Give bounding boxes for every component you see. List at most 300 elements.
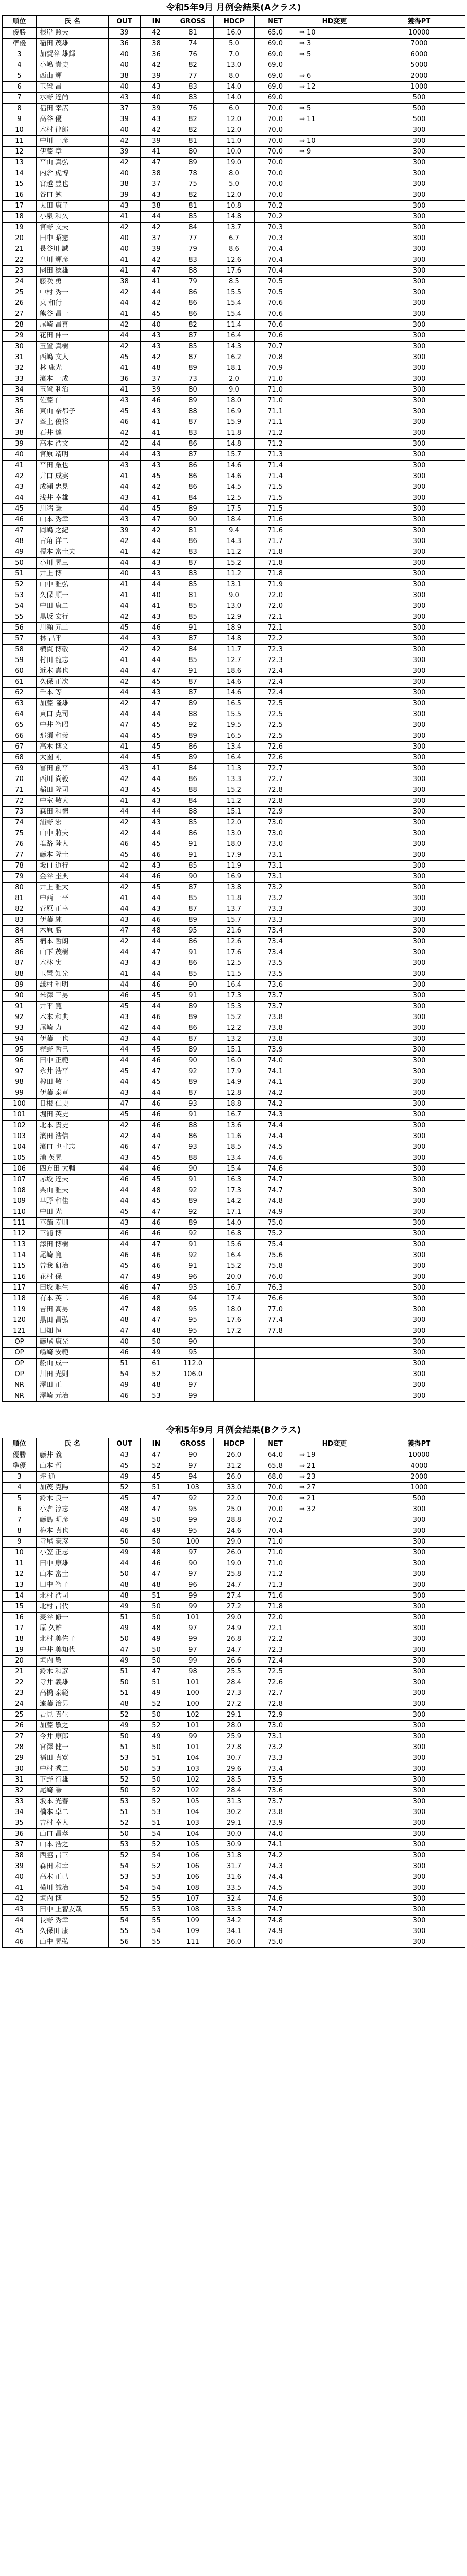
cell-points: 300: [373, 980, 465, 991]
cell-net: 64.0: [255, 1450, 296, 1461]
cell-hd-change: [296, 385, 373, 396]
cell-out: 50: [109, 1786, 141, 1797]
cell-hdcp: 15.7: [214, 915, 255, 926]
cell-out: 47: [109, 926, 141, 937]
cell-in: 44: [141, 1034, 172, 1045]
cell-out: 50: [109, 1537, 141, 1548]
cell-name: 中村 秀二: [37, 1764, 109, 1775]
cell-in: 42: [141, 223, 172, 233]
cell-out: 45: [109, 352, 141, 363]
cell-hd-change: [296, 764, 373, 774]
cell-hdcp: 16.7: [214, 1110, 255, 1121]
cell-name: 井上 博: [37, 569, 109, 580]
cell-rank: 12: [3, 147, 37, 158]
cell-rank: 5: [3, 1494, 37, 1504]
column-header-gross: GROSS: [172, 1438, 214, 1450]
cell-rank: 34: [3, 1807, 37, 1818]
cell-in: 45: [141, 1153, 172, 1164]
cell-points: 300: [373, 904, 465, 915]
cell-hd-change: [296, 709, 373, 720]
cell-rank: 57: [3, 634, 37, 645]
section-gap: [0, 1402, 467, 1422]
cell-hdcp: 15.1: [214, 1045, 255, 1056]
cell-hdcp: 10.8: [214, 201, 255, 212]
cell-rank: 28: [3, 1742, 37, 1753]
cell-gross: 106.0: [172, 1369, 214, 1380]
cell-rank: 32: [3, 363, 37, 374]
cell-name: 澤田 正: [37, 1380, 109, 1391]
cell-out: 38: [109, 71, 141, 82]
cell-net: [255, 1348, 296, 1359]
cell-hd-change: [296, 1537, 373, 1548]
cell-gross: 92: [172, 1229, 214, 1240]
cell-net: 70.4: [255, 1526, 296, 1537]
cell-hd-change: [296, 569, 373, 580]
cell-gross: 104: [172, 1807, 214, 1818]
table-row: [3, 1526, 465, 1537]
cell-rank: 15: [3, 179, 37, 190]
cell-hdcp: 12.6: [214, 255, 255, 266]
cell-in: 43: [141, 82, 172, 93]
cell-net: 72.3: [255, 645, 296, 655]
cell-hdcp: 30.7: [214, 1753, 255, 1764]
cell-points: 300: [373, 158, 465, 168]
cell-name: 村田 龍志: [37, 655, 109, 666]
cell-in: 40: [141, 590, 172, 601]
table-row: [3, 1164, 465, 1175]
cell-rank: 21: [3, 1667, 37, 1677]
cell-points: 300: [373, 482, 465, 493]
table-row: [3, 1732, 465, 1742]
cell-gross: 83: [172, 428, 214, 439]
cell-net: 76.0: [255, 1272, 296, 1283]
table-row: [3, 1753, 465, 1764]
table-row: [3, 331, 465, 342]
cell-gross: 84: [172, 764, 214, 774]
cell-gross: 86: [172, 536, 214, 547]
cell-out: 42: [109, 536, 141, 547]
cell-name: 黒坂 宏行: [37, 612, 109, 623]
cell-hd-change: [296, 266, 373, 277]
cell-out: 42: [109, 287, 141, 298]
cell-rank: 10: [3, 125, 37, 136]
cell-name: 西嶋 文人: [37, 352, 109, 363]
cell-name: 加賀谷 雄輝: [37, 49, 109, 60]
cell-points: 1000: [373, 1483, 465, 1494]
cell-in: 44: [141, 655, 172, 666]
cell-gross: 90: [172, 1450, 214, 1461]
cell-name: 嶋崎 安範: [37, 1348, 109, 1359]
cell-points: 300: [373, 1348, 465, 1359]
cell-hd-change: [296, 1304, 373, 1315]
cell-points: 300: [373, 1142, 465, 1153]
cell-net: [255, 1359, 296, 1369]
cell-hdcp: 16.0: [214, 28, 255, 39]
cell-in: 42: [141, 352, 172, 363]
cell-in: 37: [141, 233, 172, 244]
cell-in: 44: [141, 937, 172, 947]
cell-gross: 89: [172, 396, 214, 406]
cell-gross: 90: [172, 1164, 214, 1175]
cell-in: 47: [141, 1315, 172, 1326]
cell-net: 71.0: [255, 385, 296, 396]
cell-points: 300: [373, 1905, 465, 1916]
cell-gross: 91: [172, 1110, 214, 1121]
cell-rank: 準優: [3, 1461, 37, 1472]
cell-in: 43: [141, 904, 172, 915]
table-row: [3, 28, 465, 39]
table-row: [3, 1883, 465, 1894]
table-row: [3, 1569, 465, 1580]
cell-points: 300: [373, 255, 465, 266]
cell-rank: 43: [3, 1905, 37, 1916]
cell-name: 中田 光: [37, 1207, 109, 1218]
cell-net: 74.7: [255, 1185, 296, 1196]
cell-rank: 32: [3, 1786, 37, 1797]
cell-hd-change: [296, 1797, 373, 1807]
table-row: [3, 580, 465, 590]
cell-in: 47: [141, 1142, 172, 1153]
cell-rank: 120: [3, 1315, 37, 1326]
cell-name: 石井 達: [37, 428, 109, 439]
cell-out: 43: [109, 1012, 141, 1023]
cell-gross: 87: [172, 417, 214, 428]
table-row: [3, 1461, 465, 1472]
cell-out: 49: [109, 1380, 141, 1391]
cell-name: 東山 奈都子: [37, 406, 109, 417]
table-row: [3, 1580, 465, 1591]
cell-in: 45: [141, 720, 172, 731]
cell-gross: 85: [172, 893, 214, 904]
section-title: 令和5年9月 月例会結果(Bクラス): [166, 1425, 301, 1435]
cell-name: 永井 浩平: [37, 1066, 109, 1077]
cell-name: 長谷川 誠: [37, 244, 109, 255]
cell-rank: 52: [3, 580, 37, 590]
cell-net: 74.6: [255, 1164, 296, 1175]
cell-hd-change: [296, 298, 373, 309]
cell-name: 高木 正己: [37, 1872, 109, 1883]
cell-out: 44: [109, 980, 141, 991]
cell-hd-change: [296, 1337, 373, 1348]
cell-net: 74.0: [255, 1829, 296, 1840]
cell-out: 52: [109, 1775, 141, 1786]
cell-hd-change: [296, 1840, 373, 1851]
cell-gross: 91: [172, 839, 214, 850]
cell-in: 49: [141, 1526, 172, 1537]
cell-net: 70.4: [255, 266, 296, 277]
cell-rank: 101: [3, 1110, 37, 1121]
cell-rank: 77: [3, 850, 37, 861]
cell-points: 300: [373, 915, 465, 926]
cell-out: 44: [109, 450, 141, 461]
cell-rank: 31: [3, 1775, 37, 1786]
cell-gross: 88: [172, 1153, 214, 1164]
table-row: [3, 1207, 465, 1218]
cell-gross: 86: [172, 742, 214, 753]
cell-gross: 73: [172, 374, 214, 385]
cell-out: 47: [109, 1272, 141, 1283]
cell-rank: 49: [3, 547, 37, 558]
cell-rank: 74: [3, 818, 37, 828]
cell-hdcp: 11.3: [214, 764, 255, 774]
table-row: [3, 450, 465, 461]
cell-hd-change: [296, 850, 373, 861]
cell-points: 300: [373, 709, 465, 720]
table-row: [3, 1326, 465, 1337]
cell-name: 藤尾 康光: [37, 1337, 109, 1348]
cell-hdcp: 28.0: [214, 1721, 255, 1732]
cell-gross: 85: [172, 969, 214, 980]
cell-name: 那須 和義: [37, 731, 109, 742]
cell-rank: 107: [3, 1175, 37, 1185]
table-row: [3, 201, 465, 212]
cell-net: 71.4: [255, 471, 296, 482]
cell-gross: 90: [172, 515, 214, 526]
cell-gross: 86: [172, 439, 214, 450]
cell-net: 72.1: [255, 623, 296, 634]
cell-in: 45: [141, 677, 172, 688]
cell-hdcp: 5.0: [214, 179, 255, 190]
cell-hdcp: 29.6: [214, 1764, 255, 1775]
cell-points: 300: [373, 428, 465, 439]
cell-name: 黒田 昌弘: [37, 1315, 109, 1326]
table-row: [3, 742, 465, 753]
cell-rank: 108: [3, 1185, 37, 1196]
cell-hd-change: [296, 1602, 373, 1613]
cell-hdcp: 31.2: [214, 1461, 255, 1472]
cell-points: 300: [373, 764, 465, 774]
cell-rank: 27: [3, 309, 37, 320]
cell-hdcp: 27.4: [214, 1591, 255, 1602]
cell-net: 72.8: [255, 796, 296, 807]
column-header-points: 獲得PT: [373, 16, 465, 28]
cell-rank: 30: [3, 1764, 37, 1775]
cell-points: 300: [373, 1088, 465, 1099]
table-row: [3, 417, 465, 428]
cell-rank: 83: [3, 915, 37, 926]
cell-name: 塩路 陸人: [37, 839, 109, 850]
cell-points: 300: [373, 125, 465, 136]
table-row: [3, 688, 465, 699]
cell-name: 濱田 浩信: [37, 1131, 109, 1142]
cell-hdcp: 14.8: [214, 439, 255, 450]
cell-hd-change: [296, 374, 373, 385]
cell-points: 300: [373, 883, 465, 893]
cell-net: 74.6: [255, 1153, 296, 1164]
cell-name: 久保 順一: [37, 590, 109, 601]
cell-name: 田畑 恒: [37, 1326, 109, 1337]
cell-hdcp: 24.9: [214, 1623, 255, 1634]
cell-in: 50: [141, 1742, 172, 1753]
cell-net: 71.7: [255, 536, 296, 547]
cell-points: 300: [373, 450, 465, 461]
cell-gross: 91: [172, 1240, 214, 1250]
cell-hdcp: 22.0: [214, 1494, 255, 1504]
cell-name: 山中 晃弘: [37, 1937, 109, 1948]
cell-in: 41: [141, 493, 172, 504]
cell-out: 44: [109, 482, 141, 493]
cell-in: 47: [141, 515, 172, 526]
cell-points: 300: [373, 569, 465, 580]
table-row: [3, 666, 465, 677]
cell-rank: 18: [3, 1634, 37, 1645]
table-row: [3, 1872, 465, 1883]
cell-gross: 91: [172, 850, 214, 861]
cell-hdcp: 17.6: [214, 266, 255, 277]
cell-gross: 86: [172, 309, 214, 320]
cell-rank: 42: [3, 471, 37, 482]
cell-hd-change: [296, 1218, 373, 1229]
cell-out: 39: [109, 114, 141, 125]
cell-rank: 24: [3, 1699, 37, 1710]
cell-hdcp: 25.8: [214, 1569, 255, 1580]
table-row: [3, 1645, 465, 1656]
cell-net: 72.1: [255, 1623, 296, 1634]
cell-name: 中村 秀一: [37, 287, 109, 298]
table-row: [3, 71, 465, 82]
cell-points: 300: [373, 1012, 465, 1023]
cell-name: 鈴木 和彦: [37, 1667, 109, 1677]
cell-net: 68.0: [255, 1472, 296, 1483]
cell-net: 73.5: [255, 1775, 296, 1786]
cell-out: 40: [109, 1337, 141, 1348]
cell-name: 栗山 雅夫: [37, 1185, 109, 1196]
cell-in: 47: [141, 699, 172, 709]
cell-hd-change: [296, 1348, 373, 1359]
table-row: [3, 515, 465, 526]
cell-in: 38: [141, 201, 172, 212]
cell-rank: 25: [3, 1710, 37, 1721]
cell-net: 65.8: [255, 1461, 296, 1472]
cell-gross: 84: [172, 796, 214, 807]
cell-gross: 78: [172, 168, 214, 179]
cell-name: 田坂 雅生: [37, 1283, 109, 1294]
cell-net: 71.6: [255, 526, 296, 536]
cell-hd-change: ⇒ 5: [296, 49, 373, 60]
table-row: [3, 1450, 465, 1461]
table-row: [3, 1515, 465, 1526]
cell-in: 43: [141, 190, 172, 201]
cell-gross: 105: [172, 1840, 214, 1851]
cell-hd-change: [296, 1807, 373, 1818]
cell-name: 稗田 敬一: [37, 1077, 109, 1088]
cell-hd-change: [296, 1905, 373, 1916]
cell-hdcp: 12.7: [214, 655, 255, 666]
cell-out: 41: [109, 309, 141, 320]
cell-rank: 19: [3, 223, 37, 233]
cell-points: 10000: [373, 1450, 465, 1461]
cell-rank: 64: [3, 709, 37, 720]
cell-net: 74.9: [255, 1207, 296, 1218]
cell-hd-change: [296, 872, 373, 883]
cell-hd-change: [296, 1207, 373, 1218]
cell-gross: 109: [172, 1926, 214, 1937]
cell-hd-change: [296, 536, 373, 547]
cell-hdcp: 27.8: [214, 1742, 255, 1753]
cell-in: 50: [141, 1645, 172, 1656]
cell-name: 四方田 大輔: [37, 1164, 109, 1175]
cell-net: 72.4: [255, 677, 296, 688]
cell-hd-change: [296, 699, 373, 709]
cell-out: 42: [109, 1131, 141, 1142]
cell-gross: 97: [172, 1548, 214, 1558]
cell-in: 51: [141, 1591, 172, 1602]
cell-points: 300: [373, 1591, 465, 1602]
cell-hd-change: [296, 937, 373, 947]
cell-name: 伊藤 一也: [37, 1034, 109, 1045]
cell-in: 48: [141, 1580, 172, 1591]
cell-points: 300: [373, 1002, 465, 1012]
column-header-gross: GROSS: [172, 16, 214, 28]
table-row: [3, 893, 465, 904]
cell-net: 72.8: [255, 785, 296, 796]
cell-hdcp: [214, 1391, 255, 1402]
table-row: [3, 266, 465, 277]
cell-points: 300: [373, 547, 465, 558]
cell-in: 46: [141, 850, 172, 861]
cell-points: 300: [373, 1526, 465, 1537]
cell-hdcp: 16.4: [214, 753, 255, 764]
cell-net: 73.9: [255, 1045, 296, 1056]
cell-hd-change: [296, 1861, 373, 1872]
table-row: [3, 1250, 465, 1261]
cell-points: 300: [373, 1185, 465, 1196]
cell-net: 69.0: [255, 93, 296, 104]
cell-name: 鈴木 良一: [37, 1494, 109, 1504]
cell-net: 73.5: [255, 958, 296, 969]
cell-points: 300: [373, 655, 465, 666]
cell-out: 50: [109, 1677, 141, 1688]
cell-in: 51: [141, 1483, 172, 1494]
cell-hdcp: 16.2: [214, 352, 255, 363]
cell-in: 44: [141, 1088, 172, 1099]
cell-net: 73.7: [255, 1002, 296, 1012]
cell-points: 300: [373, 1764, 465, 1775]
cell-name: 園田 稔雄: [37, 266, 109, 277]
cell-rank: 58: [3, 645, 37, 655]
table-row: [3, 1710, 465, 1721]
cell-points: 300: [373, 558, 465, 569]
cell-rank: 準優: [3, 39, 37, 49]
table-row: [3, 1359, 465, 1369]
cell-points: 300: [373, 493, 465, 504]
cell-out: 40: [109, 60, 141, 71]
cell-in: 52: [141, 1840, 172, 1851]
cell-name: 謙村 和明: [37, 980, 109, 991]
cell-net: 70.2: [255, 1515, 296, 1526]
cell-points: 300: [373, 1023, 465, 1034]
cell-rank: 66: [3, 731, 37, 742]
cell-name: 赤坂 達夫: [37, 1175, 109, 1185]
cell-rank: 38: [3, 428, 37, 439]
cell-rank: 4: [3, 60, 37, 71]
cell-gross: 84: [172, 493, 214, 504]
cell-name: 横貫 博敬: [37, 645, 109, 655]
cell-hd-change: [296, 1153, 373, 1164]
cell-net: 73.7: [255, 991, 296, 1002]
cell-net: 75.0: [255, 1218, 296, 1229]
cell-rank: OP: [3, 1348, 37, 1359]
cell-gross: 88: [172, 266, 214, 277]
cell-hd-change: ⇒ 32: [296, 1504, 373, 1515]
cell-out: 46: [109, 417, 141, 428]
cell-name: 宮越 豊也: [37, 179, 109, 190]
cell-hdcp: 8.5: [214, 277, 255, 287]
cell-net: 71.4: [255, 461, 296, 471]
cell-in: 44: [141, 1023, 172, 1034]
cell-hd-change: [296, 980, 373, 991]
cell-gross: 92: [172, 1066, 214, 1077]
